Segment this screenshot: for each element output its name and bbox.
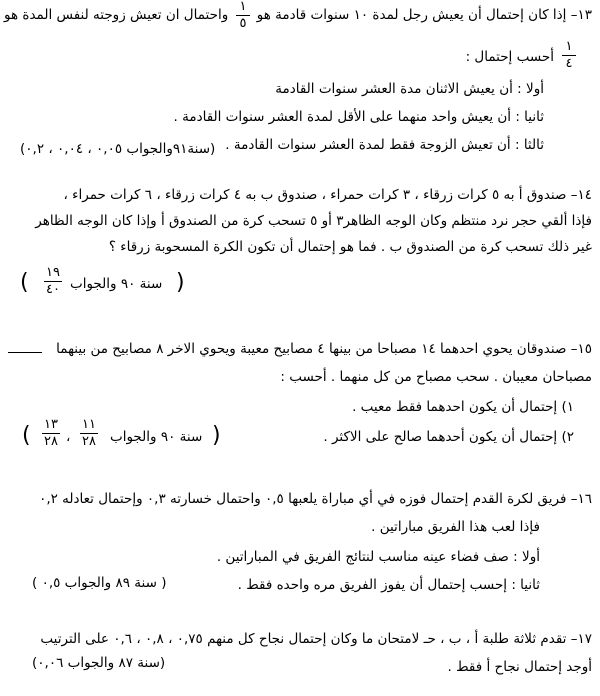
q14-line-3: غير ذلك تسحب كرة من الصندوق ب . فما هو إحتمال أن تكون الكرة المسحوبة زرقاء ؟ <box>108 239 592 255</box>
q15-underline-mark <box>8 352 42 353</box>
fraction-denominator: ٤ <box>565 56 573 71</box>
q16-part-1: أولا : صف فضاء عينه مناسب لنتائج الفريق في المباراتين . <box>216 549 540 565</box>
q16-line-2: فإذا لعب هذا الفريق مباراتين . <box>371 519 540 535</box>
q13-part-2: ثانيا : أن يعيش واحد منهما على الأقل لمدة العشر سنوات القادمة . <box>173 109 544 125</box>
q13-answer: (سنة٩١والجواب ٠,٠٥ ، ٠,٠٤ ، ٠,٢) <box>20 141 216 157</box>
fraction-numerator: ١١ <box>82 417 96 432</box>
q15-part-1: ١) إحتمال أن يكون احدهما فقط معيب . <box>352 399 574 415</box>
q17-answer: (سنة ٨٧ والجواب ٠,٠٦) <box>32 655 166 671</box>
q15-answer-label: سنة ٩٠ والجواب <box>110 429 203 445</box>
q15-line-1: ١٥– صندوقان يحوي احدهما ١٤ مصباحا من بينها ٤ مصابيح معيبة ويحوي الاخر ٨ مصابيح من بينهما <box>56 341 592 357</box>
q13-line1-left: واحتمال ان تعيش زوجته لنفس المدة هو <box>4 7 229 23</box>
fraction-numerator: ١٩ <box>46 265 60 280</box>
q14-line-2: فإذا ألقي حجر نرد منتظم وكان الوجه الظاهر٣ أو ٥ تسحب كرة من الصندوق أ وإذا كان الوجه الظاهر <box>35 213 592 229</box>
q15-answer-paren-right: ( <box>212 423 221 448</box>
fraction-denominator: ٤٠ <box>46 282 60 297</box>
q13-instruction: أحسب إحتمال : <box>465 49 554 65</box>
q16-part-2: ثانيا : إحسب إحتمال أن يفوز الفريق مره واحده فقط . <box>237 577 540 593</box>
q14-answer-label: سنة ٩٠ والجواب <box>70 276 163 292</box>
q14-answer-paren-right: ( <box>176 270 185 295</box>
q17-line-2: أوجد إحتمال نجاح أ فقط . <box>447 659 592 675</box>
q15-line-2: مصباحان معيبان . سحب مصباح من كل منهما . أحسب : <box>280 369 592 385</box>
q15-part-2: ٢) إحتمال أن يكون أحدهما صالح على الاكثر . <box>323 429 574 445</box>
q15-answer-fraction-1 <box>80 418 98 449</box>
fraction-denominator: ٥ <box>239 16 247 31</box>
q13-part-1: أولا : أن يعيش الاثنان مدة العشر سنوات القادمة <box>275 81 544 97</box>
fraction-numerator: ١ <box>565 39 573 54</box>
fraction-numerator: ١٣ <box>44 417 58 432</box>
fraction-denominator: ٢٨ <box>44 434 58 449</box>
q16-answer: ( سنة ٨٩ والجواب ٠,٥ ) <box>32 575 167 591</box>
q14-line-1: ١٤– صندوق أ به ٥ كرات زرقاء ، ٣ كرات حمراء ، صندوق ب به ٤ كرات زرقاء ، ٦ كرات حمراء ، <box>63 187 592 203</box>
q15-answer-separator: ، <box>66 429 71 445</box>
q13-fraction-one-quarter <box>562 40 576 71</box>
q13-fraction-one-fifth <box>236 0 250 31</box>
fraction-denominator: ٢٨ <box>82 434 96 449</box>
q14-answer-paren-left: ) <box>20 270 29 295</box>
q17-line-1: ١٧– تقدم ثلاثة طلبة أ ، ب ، حـ لامتحان ما وكان إحتمال نجاح كل منهم ٠,٧٥ ، ٠,٨ ، ٠,٦ على الترتيب <box>40 631 592 647</box>
q16-line-1: ١٦– فريق لكرة القدم إحتمال فوزه في أي مباراة يلعبها ٠,٥ واحتمال خسارته ٠,٣ وإحتمال تعادله ٠,٢ <box>39 491 592 507</box>
q13-line1-right: ١٣– إذا كان إحتمال أن يعيش رجل لمدة ١٠ سنوات قادمة هو <box>256 7 592 23</box>
fraction-numerator: ١ <box>239 0 247 14</box>
q13-part-3: ثالثا : أن تعيش الزوجة فقط لمدة العشر سنوات القادمة . <box>225 137 544 153</box>
q15-answer-fraction-2 <box>42 418 60 449</box>
q15-answer-paren-left: ) <box>22 423 31 448</box>
q14-answer-fraction <box>44 266 62 297</box>
